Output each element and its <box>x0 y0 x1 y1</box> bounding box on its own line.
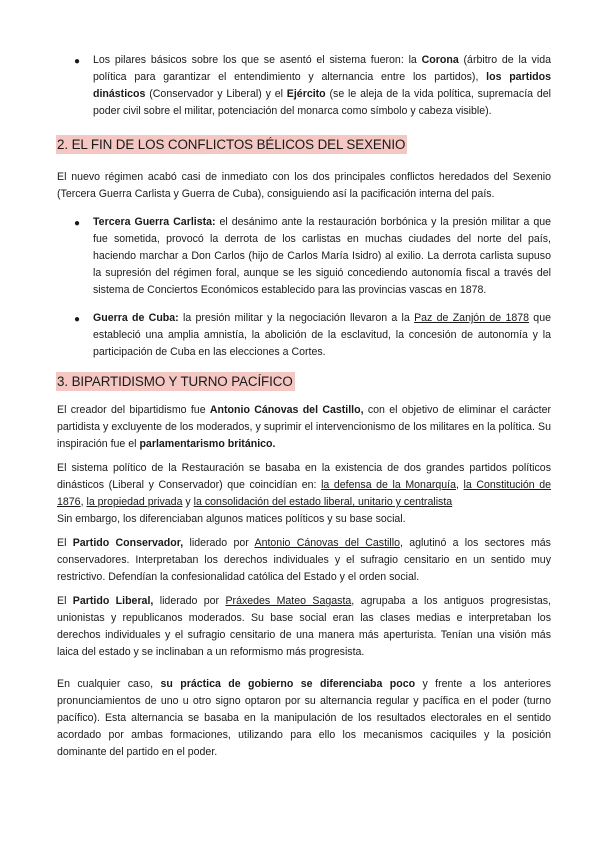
text: , agrupaba a los antiguos progresistas, unionistas y republicanos moderados. Su base social eran las clases medias e interpretaban los derechos individuales y el sufragio censitario de una manera más aperturista. Tenían una visión más laica del estado y se inclinaban a un reformismo más progresista. <box>57 595 551 658</box>
bullet-icon: ● <box>74 218 81 229</box>
text: liderado por <box>153 595 226 607</box>
underlined-text: Antonio Cánovas del Castillo <box>254 537 400 549</box>
section-heading-2: 2. EL FIN DE LOS CONFLICTOS BÉLICOS DEL SEXENIO <box>57 137 406 152</box>
text: (se le aleja de la vida política, supremacía del poder civil sobre el militar, potenciación del monarca como símbolo y cabeza visible). <box>93 88 552 117</box>
bold-text: Partido Conservador, <box>72 537 184 549</box>
list-item-carlista <box>57 214 551 299</box>
text: El creador del bipartidismo fue <box>57 404 210 416</box>
bold-text: Partido Liberal, <box>72 595 154 607</box>
text: y <box>182 496 194 508</box>
text: El sistema político de la Restauración se basaba en la existencia de dos grandes partidos políticos dinásticos (Liberal y Conservador) que coincidían en: <box>57 462 551 491</box>
paragraph-sistema <box>57 460 551 528</box>
paragraph-liberal <box>57 593 551 661</box>
link-paz-de-zanjon[interactable]: Paz de Zanjón de 1878 <box>414 312 530 324</box>
text: liderado por <box>183 537 255 549</box>
text: el desánimo ante la restauración borbónica y la presión militar a que fue sometida, provocó la derrota de los carlistas en muchas ciudades del norte del país, haciendo marchar a Don Carlos (hijo de Carlos María Isidro) al exilio. La derrota carlista supuso la supresión del régimen foral, aunque se les siguió concediendo autonomía fiscal a través del sistema de Conciertos Económicos establecido para las provincias vascas en 1878. <box>93 216 551 296</box>
text: Los pilares básicos sobre los que se asentó el sistema fueron: la <box>93 54 422 66</box>
bold-text: Antonio Cánovas del Castillo, <box>209 404 364 416</box>
paragraph-turno-pacifico <box>57 676 551 761</box>
bold-text: los partidos dinásticos <box>93 71 552 100</box>
bullet-icon: ● <box>74 314 81 325</box>
text: En cualquier caso, <box>57 678 161 690</box>
bold-text: su práctica de gobierno se diferenciaba poco <box>160 678 416 690</box>
text: Sin embargo, los diferenciaban algunos matices políticos y su base social. <box>57 513 406 525</box>
paragraph-conservador <box>57 535 551 586</box>
underlined-text: la Constitución de 1876 <box>57 479 552 508</box>
text: que estableció una amplia amnistía, la abolición de la esclavitud, la concesión de autonomía y la participación de Cuba en las elecciones a Cortes. <box>93 312 551 358</box>
section-heading-3: 3. BIPARTIDISMO Y TURNO PACÍFICO <box>57 374 293 389</box>
text: y frente a los anteriores pronunciamientos de uno u otro signo optaron por su alternancia regular y pacífica en el poder (turno pacífico). Esta alternancia se basaba en la manipulación de los resultados electorales en el sentido acordado por ambas formaciones, utilizando para ello los mecanismos caciquiles y la posición dominante del partido en el poder. <box>57 678 551 758</box>
bold-text: parlamentarismo británico. <box>139 438 276 450</box>
document-page <box>57 52 551 761</box>
text: (árbitro de la vida política para garantizar el entendimiento y alternancia entre los partidos), <box>93 54 551 83</box>
text: , <box>80 496 87 508</box>
paragraph-creador <box>57 402 551 453</box>
bold-text: Corona <box>421 54 459 66</box>
underlined-text: la propiedad privada <box>86 496 183 508</box>
text: con el objetivo de eliminar el carácter partidista y excluyente de los moderados, y suprimir el intervencionismo de los militares en la política. Su inspiración fue el <box>57 404 551 450</box>
list-item-cuba <box>57 310 551 361</box>
text: , aglutinó a los sectores más conservadores. Interpretaban los derechos individuales y el sufragio censitario en un sentido muy restrictivo. Defendían la confesionalidad católica del Estado y el orden social. <box>57 537 551 583</box>
bold-text: Ejército <box>286 88 326 100</box>
underlined-text: Práxedes Mateo Sagasta <box>225 595 352 607</box>
text: la presión militar y la negociación llevaron a la <box>178 312 415 324</box>
underlined-text: la defensa de la Monarquía <box>321 479 456 491</box>
text: El <box>57 595 73 607</box>
underlined-text: la consolidación del estado liberal, unitario y centralista <box>193 496 453 508</box>
paragraph-sexenio: El nuevo régimen acabó casi de inmediato con los dos principales conflictos heredados del Sexenio (Tercera Guerra Carlista y Guerra de Cuba), consiguiendo así la pacificación interna del país. <box>57 171 551 200</box>
text: El <box>57 537 73 549</box>
list-item-pilares <box>57 52 551 120</box>
text: , <box>456 479 464 491</box>
text: (Conservador y Liberal) y el <box>145 88 287 100</box>
bold-text: Tercera Guerra Carlista: <box>93 216 216 228</box>
bullet-icon: ● <box>74 56 81 67</box>
bold-text: Guerra de Cuba: <box>93 312 179 324</box>
